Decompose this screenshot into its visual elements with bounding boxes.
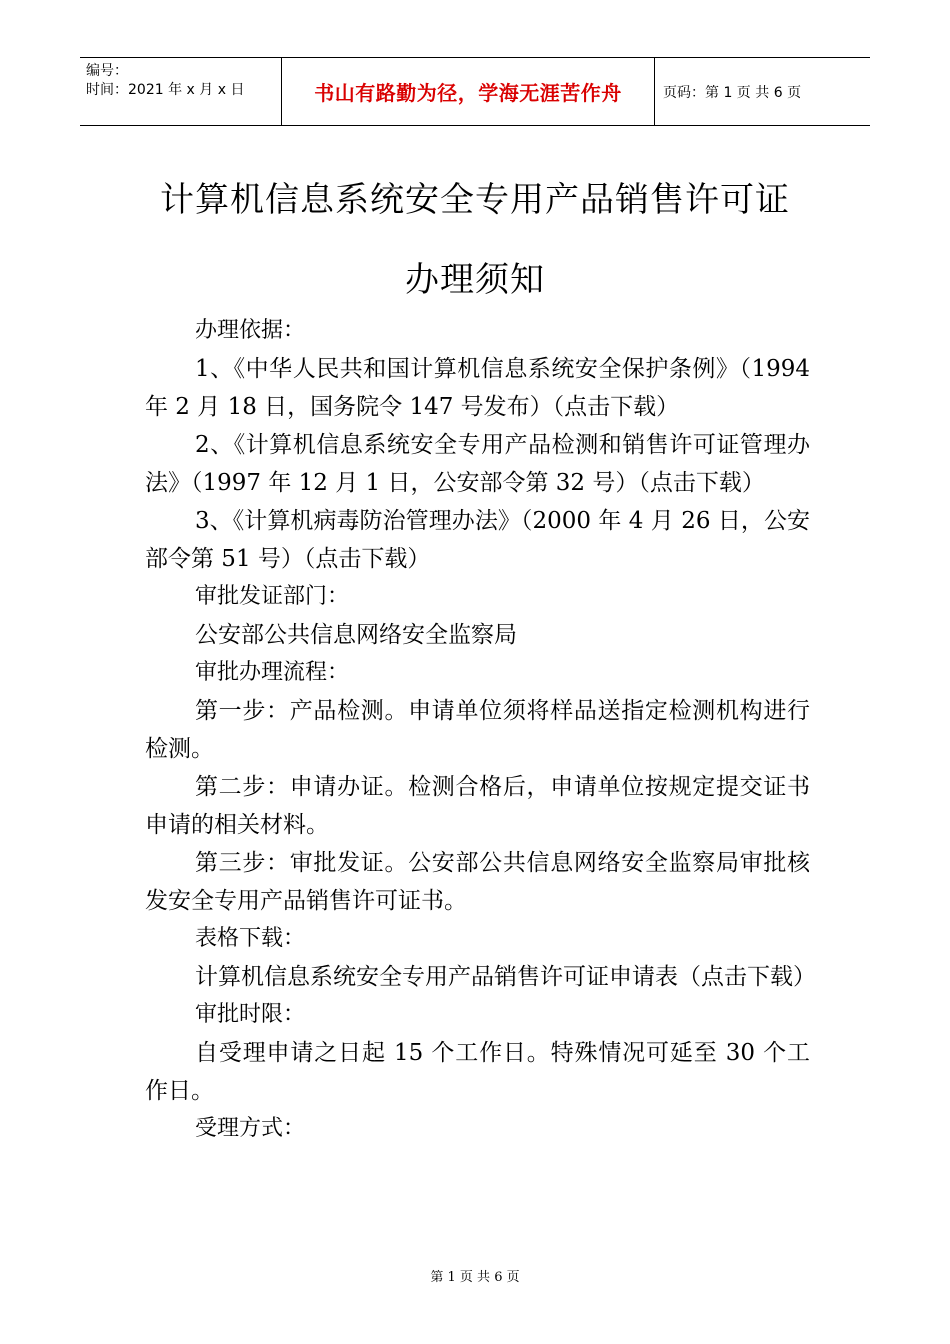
- document-title: 计算机信息系统安全专用产品销售许可证: [160, 180, 790, 220]
- document-time-label: 时间：2021 年 x 月 x 日: [86, 82, 245, 98]
- section-heading: 表格下载：: [195, 926, 306, 951]
- header-motto: 书山有路勤为径，学海无涯苦作舟: [282, 58, 655, 125]
- body-paragraph: 公安部公共信息网络安全监察局: [195, 622, 517, 648]
- document-subtitle: 办理须知: [405, 260, 545, 300]
- body-paragraph: 计算机信息系统安全专用产品销售许可证申请表（点击下载）: [195, 964, 816, 990]
- body-paragraph: 第二步：申请办证。检测合格后，申请单位按规定提交证书申请的相关材料。: [145, 774, 810, 838]
- section-heading: 审批办理流程：: [195, 660, 350, 685]
- header-meta: [80, 58, 282, 125]
- section-heading: 受理方式：: [195, 1116, 306, 1141]
- header-page-info: 页码：第 1 页 共 6 页: [663, 84, 802, 101]
- document-code-label: 编号：: [86, 63, 128, 79]
- section-heading: 审批发证部门：: [195, 584, 350, 609]
- body-paragraph: 1、《中华人民共和国计算机信息系统安全保护条例》（1994 年 2 月 18 日，国务院令 147 号发布）（点击下载）: [145, 356, 810, 420]
- document-body: [145, 312, 816, 1148]
- body-paragraph: 第一步：产品检测。申请单位须将样品送指定检测机构进行检测。: [145, 698, 810, 762]
- body-paragraph: 3、《计算机病毒防治管理办法》（2000 年 4 月 26 日，公安部令第 51 号）（点击下载）: [145, 508, 810, 572]
- body-paragraph: 自受理申请之日起 15 个工作日。特殊情况可延至 30 个工作日。: [145, 1040, 810, 1104]
- page-header: [80, 57, 870, 126]
- body-paragraph: 2、《计算机信息系统安全专用产品检测和销售许可证管理办法》（1997 年 12 月 1 日，公安部令第 32 号）（点击下载）: [145, 432, 810, 496]
- section-heading: 审批时限：: [195, 1002, 306, 1027]
- page-footer: 第 1 页 共 6 页: [430, 1270, 520, 1285]
- section-heading: 办理依据：: [195, 318, 306, 343]
- body-paragraph: 第三步：审批发证。公安部公共信息网络安全监察局审批核发安全专用产品销售许可证书。: [145, 850, 810, 914]
